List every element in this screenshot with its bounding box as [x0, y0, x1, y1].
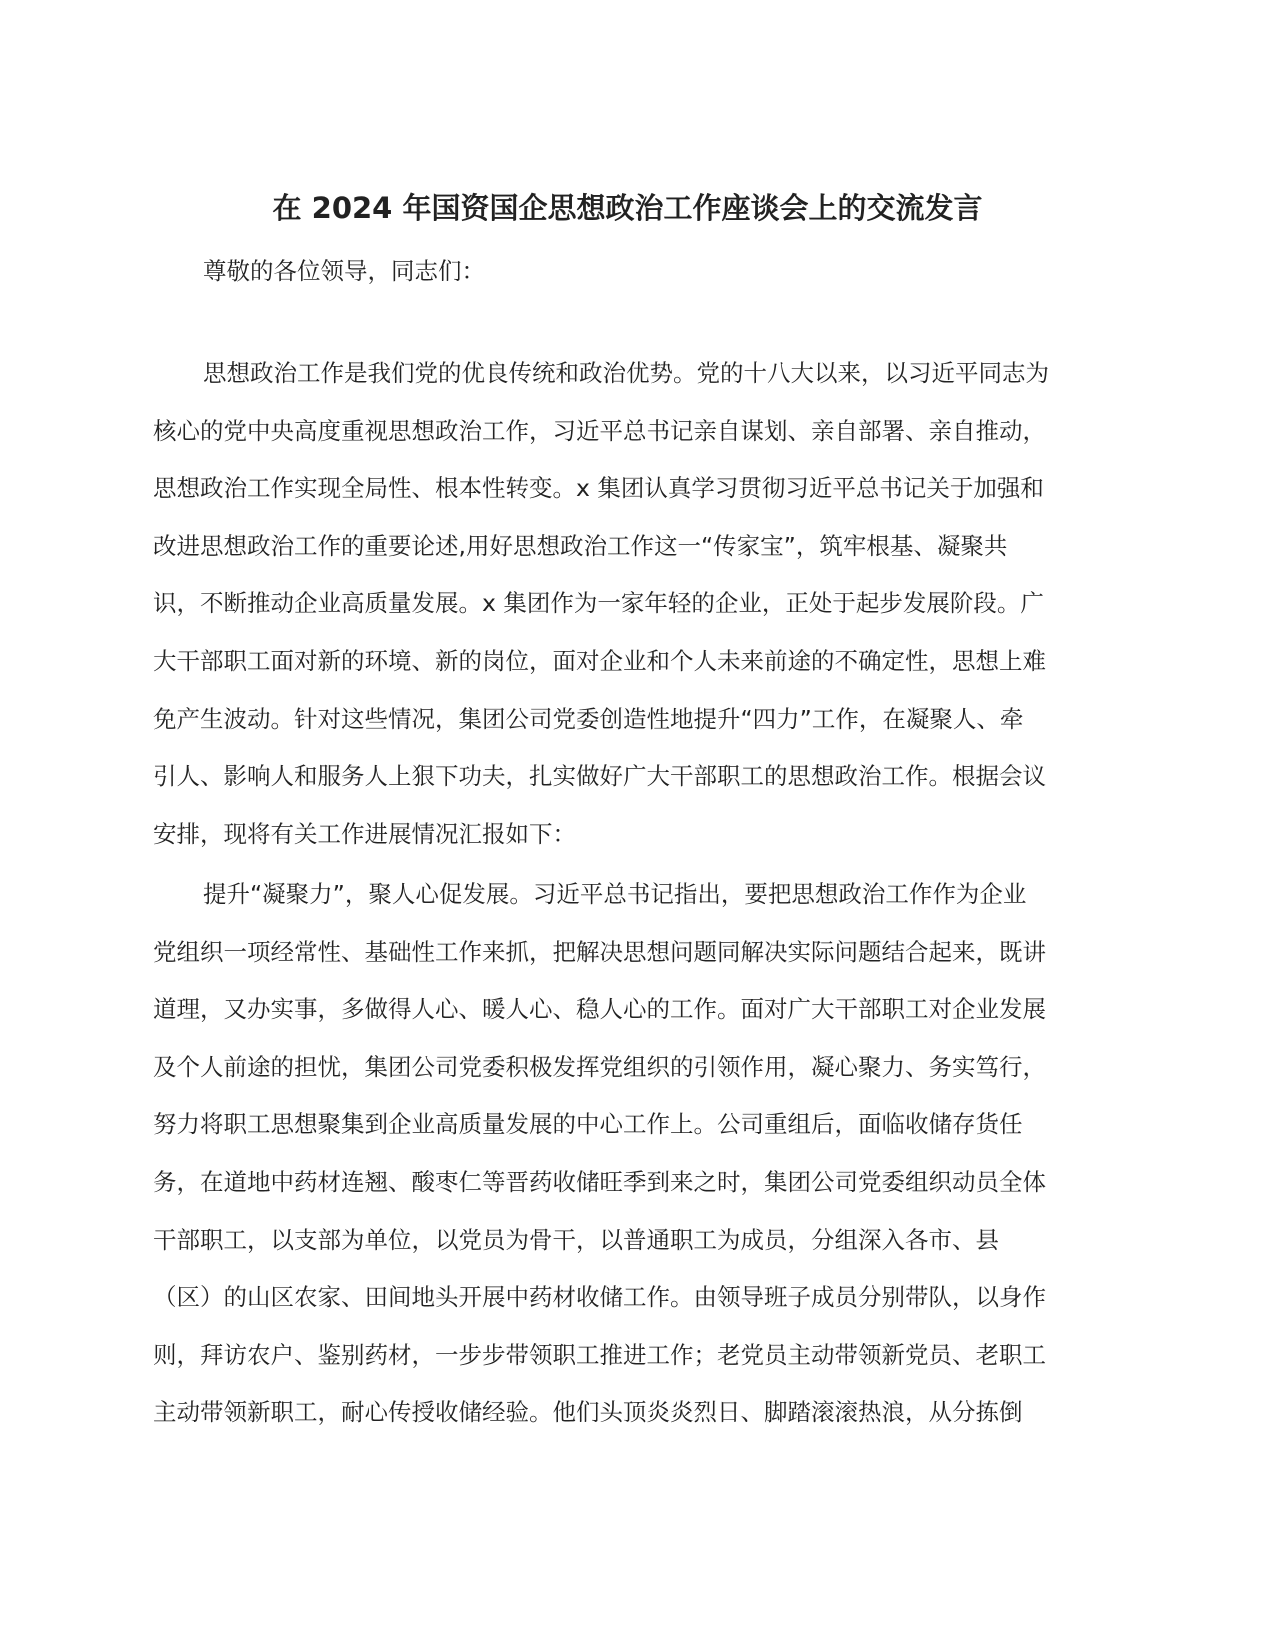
greeting-paragraph: 尊敬的各位领导，同志们：	[203, 257, 485, 285]
paragraph-line: 思想政治工作实现全局性、根本性转变。x 集团认真学习贯彻习近平总书记关于加强和	[153, 474, 1044, 503]
paragraph-line: 引人、影响人和服务人上狠下功夫，扎实做好广大干部职工的思想政治工作。根据会议	[153, 762, 1046, 791]
paragraph-line: 核心的党中央高度重视思想政治工作，习近平总书记亲自谋划、亲自部署、亲自推动，	[153, 416, 1046, 445]
paragraph-line: 免产生波动。针对这些情况，集团公司党委创造性地提升“四力”工作，在凝聚人、牵	[153, 704, 1024, 733]
document-title: 在 2024 年国资国企思想政治工作座谈会上的交流发言	[272, 191, 983, 225]
paragraph-line: 提升“凝聚力”，聚人心促发展。习近平总书记指出，要把思想政治工作作为企业	[203, 880, 1027, 908]
paragraph-line: 务，在道地中药材连翘、酸枣仁等晋药收储旺季到来之时，集团公司党委组织动员全体	[153, 1167, 1046, 1196]
paragraph-line: 则，拜访农户、鉴别药材，一步步带领职工推进工作；老党员主动带领新党员、老职工	[153, 1340, 1046, 1369]
paragraph-line: 干部职工，以支部为单位，以党员为骨干，以普通职工为成员，分组深入各市、县	[153, 1225, 999, 1254]
paragraph-line: 及个人前途的担忧，集团公司党委积极发挥党组织的引领作用，凝心聚力、务实笃行，	[153, 1052, 1046, 1081]
paragraph-line: 安排，现将有关工作进展情况汇报如下：	[153, 819, 576, 848]
paragraph-line: 思想政治工作是我们党的优良传统和政治优势。党的十八大以来，以习近平同志为	[203, 359, 1049, 387]
paragraph-line: （区）的山区农家、田间地头开展中药材收储工作。由领导班子成员分别带队，以身作	[153, 1283, 1046, 1312]
paragraph-2	[153, 866, 1108, 1442]
paragraph-line: 改进思想政治工作的重要论述,用好思想政治工作这一“传家宝”，筑牢根基、凝聚共	[153, 531, 1008, 560]
paragraph-line: 识，不断推动企业高质量发展。x 集团作为一家年轻的企业，正处于起步发展阶段。广	[153, 589, 1044, 618]
paragraph-line: 主动带领新职工，耐心传授收储经验。他们头顶炎炎烈日、脚踏滚滚热浪，从分拣倒	[153, 1398, 1023, 1427]
paragraph-line: 大干部职工面对新的环境、新的岗位，面对企业和个人未来前途的不确定性，思想上难	[153, 646, 1046, 675]
paragraph-line: 党组织一项经常性、基础性工作来抓，把解决思想问题同解决实际问题结合起来，既讲	[153, 937, 1046, 966]
paragraph-line: 努力将职工思想聚集到企业高质量发展的中心工作上。公司重组后，面临收储存货任	[153, 1110, 1023, 1139]
paragraph-line: 道理，又办实事，多做得人心、暖人心、稳人心的工作。面对广大干部职工对企业发展	[153, 995, 1046, 1024]
paragraph-1	[153, 345, 1108, 863]
